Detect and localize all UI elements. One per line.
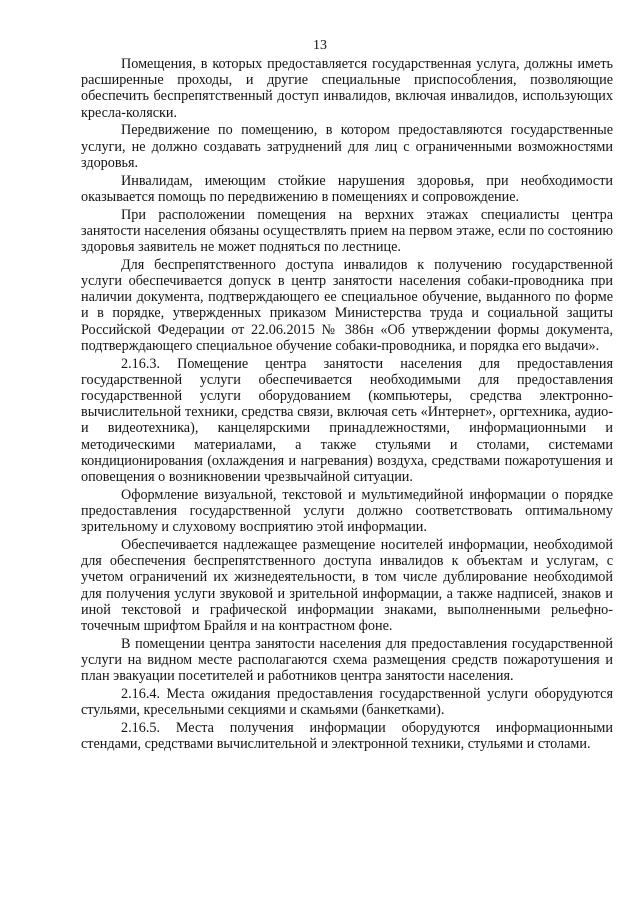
paragraph-guide-dog: Для беспрепятственного доступа инвалидов к получению государственной услуги обеспечивается допуск в центр занятости населения собаки-проводника при наличии документа, подтверждающего ее специальное обучение, выданного по форме и в порядке, утвержденных приказом Министерства труда и социальной защиты Российской Федерации от 22.06.2015 № 386н «Об утверждении формы документа, подтверждающего специальное обучение собаки-проводника, и порядка его выдачи». [81, 256, 613, 354]
paragraph-premises-passages: Помещения, в которых предоставляется государственная услуга, должны иметь расширенные проходы, и другие специальные приспособления, позволяющие обеспечить беспрепятственный доступ инвалидов, включая инвалидов, использующих кресла-коляски. [81, 56, 613, 121]
paragraph-assistance: Инвалидам, имеющим стойкие нарушения здоровья, при необходимости оказывается помощь по передвижению в помещениях и сопровождение. [81, 172, 613, 205]
page-number: 13 [313, 38, 327, 53]
paragraph-2-16-5-information-areas: 2.16.5. Места получения информации оборудуются информационными стендами, средствами вычислительной и электронной техники, стульями и столами. [81, 720, 613, 753]
paragraph-upper-floors: При расположении помещения на верхних этажах специалисты центра занятости населения обязаны осуществлять прием на первом этаже, если по состоянию здоровья заявитель не может подняться по лестнице. [81, 206, 613, 256]
paragraph-evacuation-plan: В помещении центра занятости населения для предоставления государственной услуги на видном месте располагаются схема размещения средств пожаротушения и план эвакуации посетителей и работников центра занятости населения. [81, 635, 613, 685]
paragraph-information-design: Оформление визуальной, текстовой и мультимедийной информации о порядке предоставления государственной услуги должно соответствовать оптимальному зрительному и слуховому восприятию этой информации. [81, 486, 613, 536]
paragraph-2-16-4-waiting-areas: 2.16.4. Места ожидания предоставления государственной услуги оборудуются стульями, кресельными секциями и скамьями (банкетками). [81, 686, 613, 719]
paragraph-movement: Передвижение по помещению, в котором предоставляются государственные услуги, не должно создавать затруднений для лиц с ограниченными возможностями здоровья. [81, 122, 613, 171]
paragraph-information-placement: Обеспечивается надлежащее размещение носителей информации, необходимой для обеспечения беспрепятственного доступа инвалидов к объектам и услугам, с учетом ограничений их жизнедеятельности, в том числе дублирование необходимой для получения услуги звуковой и зрительной информации, а также надписей, знаков и иной текстовой и графической информации знаками, выполненными рельефно-точечным шрифтом Брайля и на контрастном фоне. [81, 537, 613, 635]
document-body [81, 56, 613, 754]
paragraph-2-16-3-equipment: 2.16.3. Помещение центра занятости населения для предоставления государственной услуги обеспечивается необходимыми для предоставления государственной услуги оборудованием (компьютеры, средства электронно-вычислительной техники, средства связи, включая сеть «Интернет», оргтехника, аудио- и видеотехника), канцелярскими принадлежностями, информационными и методическими материалами, а также стульями и столами, системами кондиционирования (охлаждения и нагревания) воздуха, средствами пожаротушения и оповещения о возникновении чрезвычайной ситуации. [81, 355, 613, 486]
